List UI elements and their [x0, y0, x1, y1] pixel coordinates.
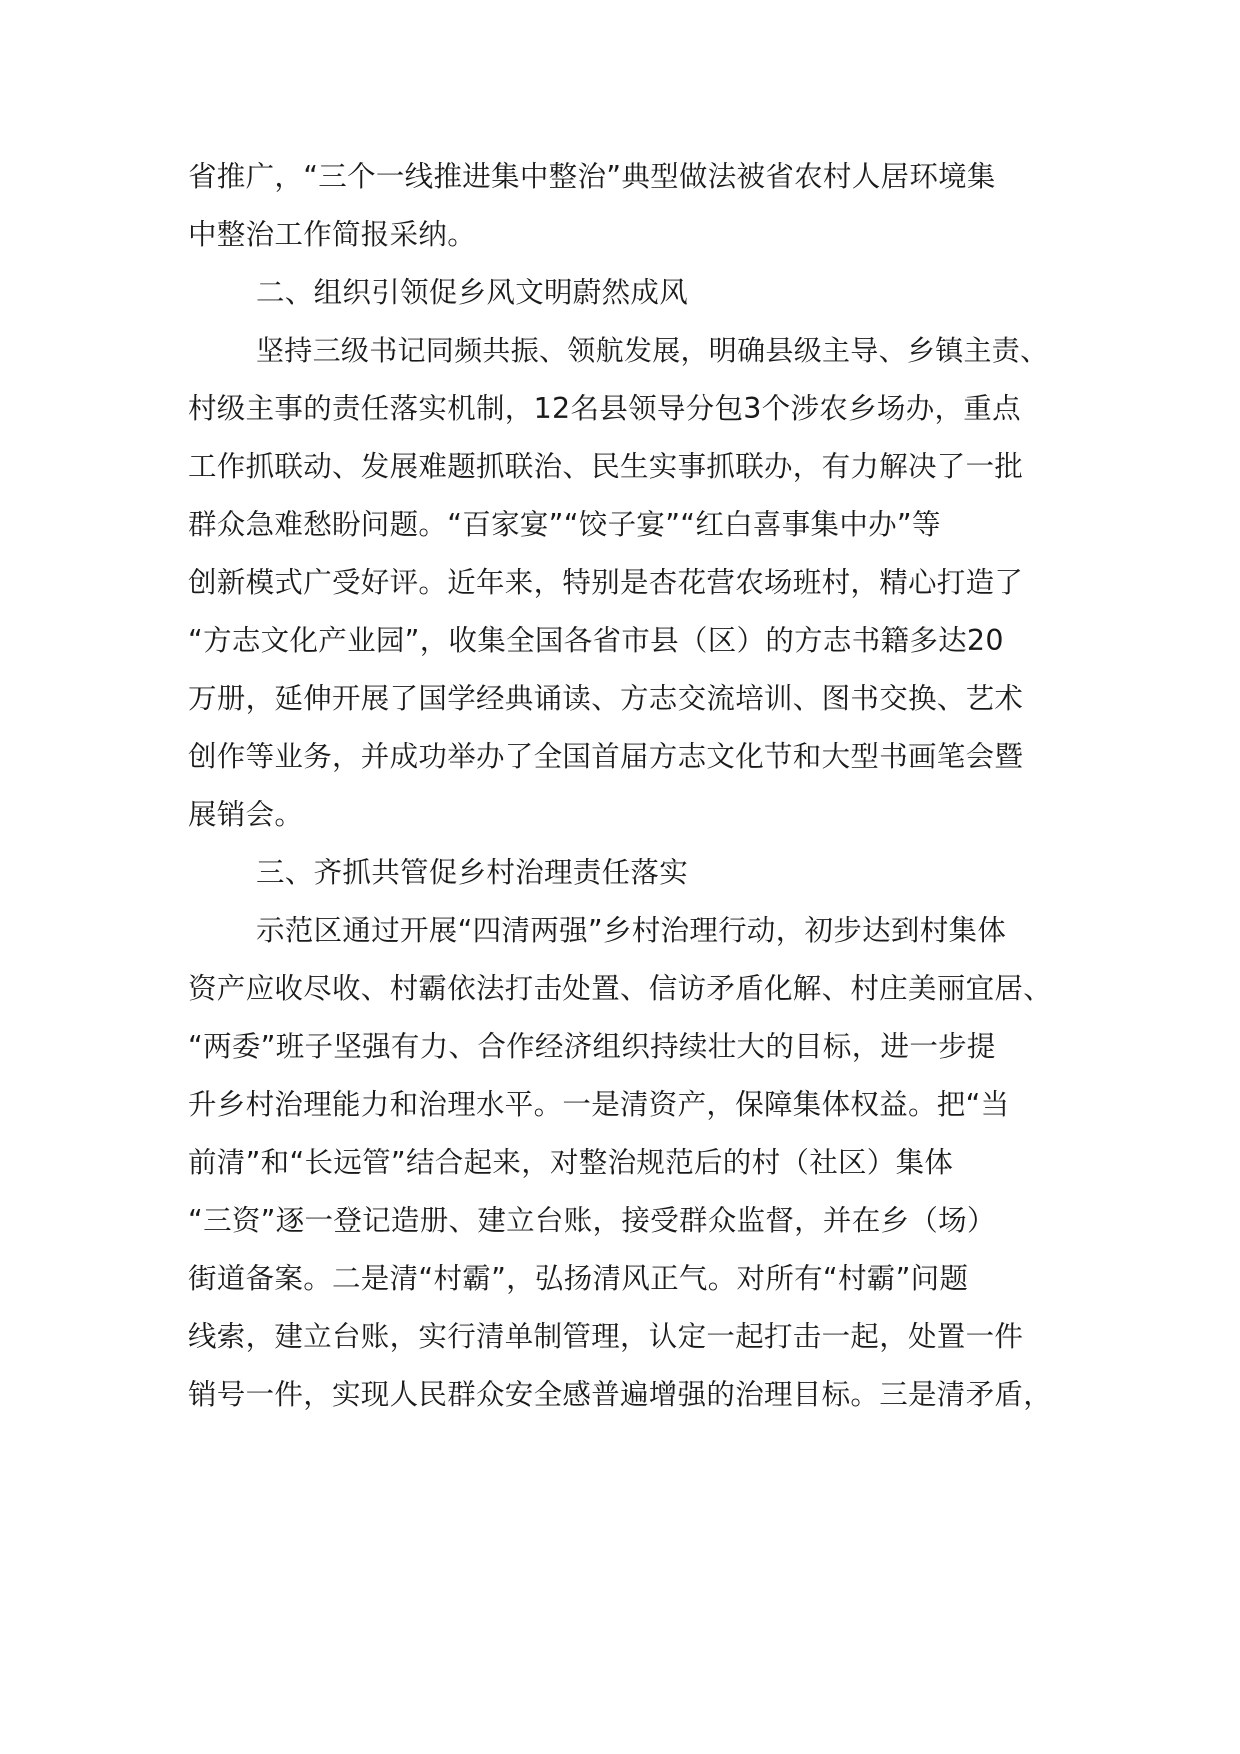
paragraph-line: 示范区通过开展“四清两强”乡村治理行动，初步达到村集体 [256, 914, 1007, 947]
paragraph-line: 展销会。 [188, 798, 304, 831]
paragraph-line: 省推广，“三个一线推进集中整治”典型做法被省农村人居环境集 [188, 160, 996, 193]
paragraph-line: 中整治工作简报采纳。 [188, 218, 477, 251]
paragraph-line: 村级主事的责任落实机制，12名县领导分包3个涉农乡场办，重点 [188, 392, 1021, 425]
paragraph-line: 销号一件，实现人民群众安全感普遍增强的治理目标。三是清矛盾， [188, 1378, 1053, 1411]
paragraph-line: 工作抓联动、发展难题抓联治、民生实事抓联办，有力解决了一批 [188, 450, 1024, 483]
section-heading: 三、齐抓共管促乡村治理责任落实 [256, 856, 689, 889]
section-heading: 二、组织引领促乡风文明蔚然成风 [256, 276, 689, 309]
paragraph-line: “两委”班子坚强有力、合作经济组织持续壮大的目标，进一步提 [188, 1030, 996, 1063]
paragraph-line: “方志文化产业园”，收集全国各省市县（区）的方志书籍多达20 [188, 624, 1004, 657]
paragraph-line: “三资”逐一登记造册、建立台账，接受群众监督，并在乡（场） [188, 1204, 996, 1237]
paragraph-line: 线索，建立台账，实行清单制管理，认定一起打击一起，处置一件 [188, 1320, 1024, 1353]
paragraph-line: 坚持三级书记同频共振、领航发展，明确县级主导、乡镇主责、 [256, 334, 1049, 367]
paragraph-line: 资产应收尽收、村霸依法打击处置、信访矛盾化解、村庄美丽宜居、 [188, 972, 1053, 1005]
paragraph-line: 群众急难愁盼问题。“百家宴”“饺子宴”“红白喜事集中办”等 [188, 508, 941, 541]
paragraph-line: 创新模式广受好评。近年来，特别是杏花营农场班村，精心打造了 [188, 566, 1024, 599]
paragraph-line: 升乡村治理能力和治理水平。一是清资产，保障集体权益。把“当 [188, 1088, 1010, 1121]
paragraph-line: 前清”和“长远管”结合起来，对整治规范后的村（社区）集体 [188, 1146, 954, 1179]
paragraph-line: 创作等业务，并成功举办了全国首届方志文化节和大型书画笔会暨 [188, 740, 1024, 773]
paragraph-line: 万册，延伸开展了国学经典诵读、方志交流培训、图书交换、艺术 [188, 682, 1024, 715]
paragraph-line: 街道备案。二是清“村霸”，弘扬清风正气。对所有“村霸”问题 [188, 1262, 969, 1295]
